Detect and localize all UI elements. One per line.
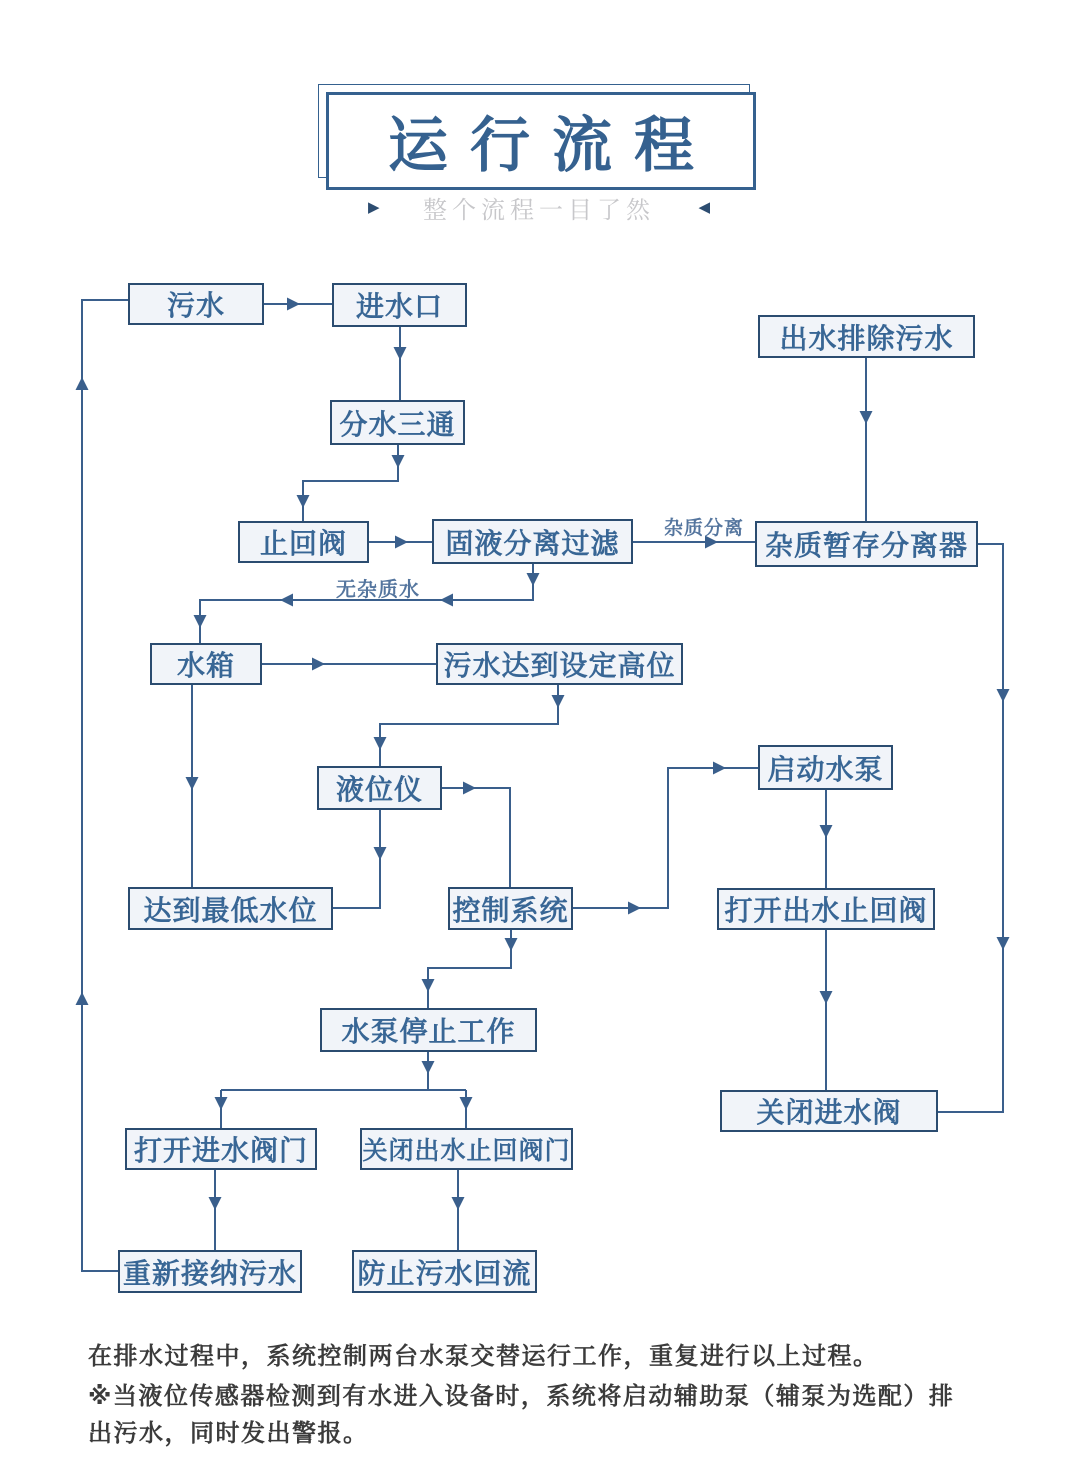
node-solid-liquid-filter: 固液分离过滤 — [432, 519, 633, 564]
edge-tank-to-lowest-level — [186, 685, 199, 887]
edge-open-valve-to-close-inlet — [820, 930, 833, 1090]
node-close-inlet-valve: 关闭进水阀 — [720, 1090, 938, 1132]
node-open-outlet-check-valve: 打开出水止回阀 — [717, 888, 935, 930]
node-prevent-backflow: 防止污水回流 — [352, 1250, 537, 1293]
edge-open-inlet-to-receive-again — [209, 1170, 222, 1250]
right-triangle-icon: ▶ — [368, 199, 380, 216]
edge-close-outlet-to-prevent-backflow — [452, 1170, 465, 1250]
node-control-system: 控制系统 — [448, 887, 573, 930]
left-triangle-icon: ◀ — [698, 199, 710, 216]
edge-outlet-discharge-to-separator — [860, 358, 873, 521]
node-sewage: 污水 — [128, 283, 264, 325]
title-block — [318, 84, 760, 194]
node-open-inlet-valve: 打开进水阀门 — [125, 1128, 317, 1170]
page-title: 运行流程 — [388, 112, 716, 179]
node-check-valve: 止回阀 — [238, 521, 369, 563]
footnote-aux-pump: ※当液位传感器检测到有水进入设备时，系统将启动辅助泵（辅泵为选配）排出污水，同时发出警报。 — [88, 1383, 955, 1447]
node-outlet-discharge: 出水排除污水 — [758, 315, 975, 358]
edge-label-impurity-separation: 杂质分离 — [664, 518, 745, 539]
node-high-level-reached: 污水达到设定高位 — [436, 643, 683, 685]
node-lowest-level-reached: 达到最低水位 — [128, 887, 333, 930]
edge-sewage-to-inlet — [264, 298, 332, 311]
node-water-tank: 水箱 — [150, 643, 262, 685]
edge-check-valve-to-filter — [369, 536, 432, 549]
edge-start-pump-to-open-valve — [820, 790, 833, 888]
edge-label-impurity-free-water: 无杂质水 — [336, 579, 420, 601]
edge-gauge-to-lowest-level — [333, 810, 387, 908]
node-start-pump: 启动水泵 — [758, 745, 893, 790]
node-water-inlet: 进水口 — [332, 283, 467, 327]
edge-gauge-to-control — [442, 782, 510, 888]
node-impurity-separator: 杂质暂存分离器 — [755, 521, 978, 567]
node-receive-sewage-again: 重新接纳污水 — [118, 1250, 302, 1293]
edge-control-to-pump-stops — [422, 930, 518, 1008]
node-level-gauge: 液位仪 — [317, 766, 442, 810]
node-close-outlet-check-valve: 关闭出水止回阀门 — [360, 1128, 573, 1170]
node-diverter-tee: 分水三通 — [330, 400, 465, 445]
subtitle: 整个流程一目了然 — [423, 197, 655, 224]
footnote-main: 在排水过程中，系统控制两台水泵交替运行工作，重复进行以上过程。 — [88, 1343, 879, 1370]
edge-inlet-to-tee — [394, 327, 407, 400]
node-pump-stops: 水泵停止工作 — [320, 1008, 537, 1052]
edge-return-loop — [76, 300, 129, 1271]
edge-pump-stops-split — [215, 1052, 473, 1128]
edge-tee-to-check-valve — [297, 445, 405, 521]
edge-separator-to-close-inlet — [938, 544, 1010, 1112]
edge-high-level-to-gauge — [374, 685, 565, 766]
subtitle-row — [318, 190, 760, 225]
edge-tank-to-high-level — [262, 658, 436, 671]
title-frame-inner — [326, 92, 756, 190]
